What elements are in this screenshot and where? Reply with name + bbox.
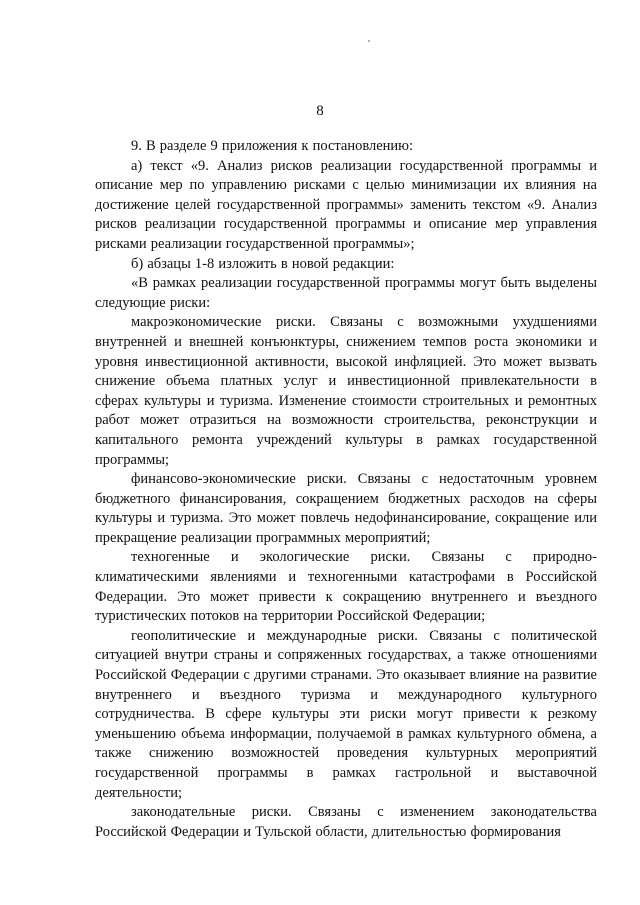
- document-body: [95, 137, 597, 842]
- paragraph-technogenic-risks: техногенные и экологические риски. Связаны с природно-климатическими явлениями и техногенными катастрофами в Российской Федерации. Это может привести к сокращению внутреннего и въездного туристических потоков на территории Российской Федерации;: [95, 549, 597, 625]
- scan-speck: [368, 40, 370, 42]
- paragraph-section-9: 9. В разделе 9 приложения к постановлению:: [131, 138, 414, 154]
- paragraph-geopolitical-risks: геополитические и международные риски. Связаны с политической ситуацией внутри страны и сопряженных государствах, а также отношениями Российской Федерации с другими странами. Это оказывает влияние на развитие внутреннего и въездного туризма и международного культурного сотрудничества. В сфере культуры эти риски могут привести к резкому уменьшению объема информации, получаемой в рамках культурного обмена, а также снижению возможностей проведения культурных мероприятий государственной программы в рамках гастрольной и выставочной деятельности;: [95, 627, 597, 801]
- paragraph-financial-risks: финансово-экономические риски. Связаны с недостаточным уровнем бюджетного финансирования, сокращением бюджетных расходов на сферы культуры и туризма. Это может повлечь недофинансирование, сокращение или прекращение реализации программных мероприятий;: [95, 471, 597, 546]
- paragraph-legislative-risks: законодательные риски. Связаны с изменением законодательства Российской Федерации и Тульской области, длительностью формирования: [95, 804, 597, 840]
- paragraph-risks-intro: «В рамках реализации государственной программы могут быть выделены следующие риски:: [95, 275, 597, 311]
- paragraph-macroeconomic-risks: макроэкономические риски. Связаны с возможными ухудшениями внутренней и внешней конъюнктуры, снижением темпов роста экономики и уровня инвестиционной активности, высокой инфляцией. Это может вызвать снижение объема платных услуг и инвестиционной привлекательности в сферах культуры и туризма. Изменение стоимости строительных и ремонтных работ может отразиться на возможности строительства, реконструкции и капитального ремонта учреждений культуры в рамках государственной программы;: [95, 314, 597, 468]
- paragraph-item-a: а) текст «9. Анализ рисков реализации государственной программы и описание мер по управлению рисками с целью минимизации их влияния на достижение целей государственной программы» заменить текстом «9. Анализ рисков реализации государственной программы и описание мер управления рисками реализации государственной программы»;: [95, 157, 597, 252]
- page-number: 8: [316, 103, 324, 119]
- paragraph-item-b: б) абзацы 1-8 изложить в новой редакции:: [131, 255, 395, 272]
